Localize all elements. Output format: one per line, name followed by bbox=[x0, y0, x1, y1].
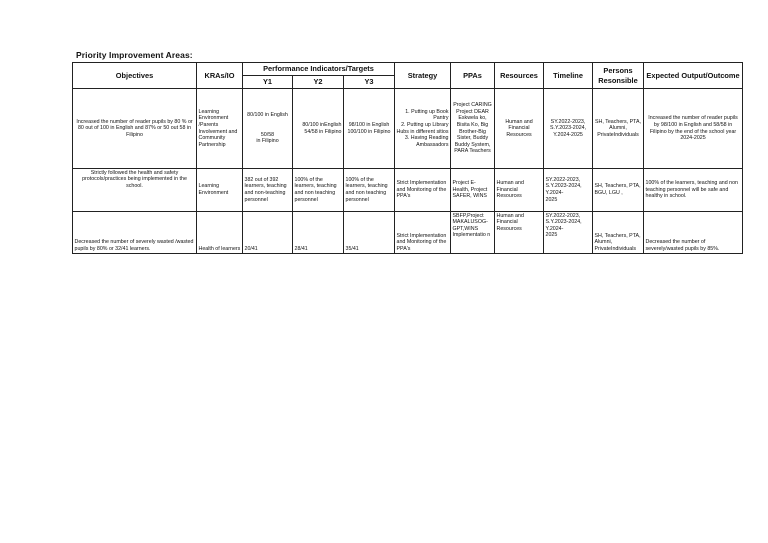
objective-cell: Increased the number of reader pupils by 80 % or 80 out of 100 in English and 87% or 50 out 58 in Filipino bbox=[73, 89, 197, 169]
header-row bbox=[73, 63, 743, 76]
ppas-cell: Project E-Health, Project SAFER, WINS bbox=[451, 169, 495, 212]
strategy-cell: 1. Putting up Book Pantry 2. Putting up Library Hubs in different sitios 3. Having Reading Ambassadors bbox=[395, 89, 451, 169]
header-persons: Persons Resonsible bbox=[593, 63, 644, 89]
header-indicators: Performance Indicators/Targets bbox=[243, 63, 395, 76]
strategy-cell: Strict Implementation and Monitoring of the PPA's bbox=[395, 169, 451, 212]
objective-cell: Strictly followed the health and safety protocols/practices being implemented in the school. bbox=[73, 169, 197, 212]
ppas-cell: Project CARING Project DEAR Eskwela ko, Bisita Ko, Big Brother-Big Sister, Buddy Buddy System, PARA Teachers bbox=[451, 89, 495, 169]
table-row bbox=[73, 89, 743, 169]
y2-cell: 100% of the learners, teaching and non teaching personnel bbox=[293, 169, 344, 212]
table-row bbox=[73, 212, 743, 254]
y2-cell: 80/100 inEnglish 54/58 in Filipino bbox=[293, 89, 344, 169]
y1-cell: 80/100 in English 50/58 in Filipino bbox=[243, 89, 293, 169]
y3-cell: 98/100 in English 100/100 in Filipino bbox=[344, 89, 395, 169]
header-strategy: Strategy bbox=[395, 63, 451, 89]
header-resources: Resources bbox=[495, 63, 544, 89]
y3-cell: 100% of the learners, teaching and non teaching personnel bbox=[344, 169, 395, 212]
timeline-cell: SY.2022-2023, S.Y.2023-2024, Y.2024- 2025 bbox=[544, 212, 593, 254]
expected-cell: Decreased the number of severely/wasted pupils by 85%. bbox=[644, 212, 743, 254]
y2-cell: 28/41 bbox=[293, 212, 344, 254]
table-row bbox=[73, 169, 743, 212]
persons-cell: SH, Teachers, PTA, Alumni, PrivateIndividuals bbox=[593, 89, 644, 169]
strategy-cell: Strict Implementation and Monitoring of the PPA's bbox=[395, 212, 451, 254]
y1-cell: 382 out of 392 learners, teaching and non-teaching personnel bbox=[243, 169, 293, 212]
header-y3: Y3 bbox=[344, 76, 395, 89]
expected-cell: Increased the number of reader pupils by 98/100 in English and 58/58 in Filipino by the end of the school year 2024-2025 bbox=[644, 89, 743, 169]
kras-cell: Health of learners bbox=[197, 212, 243, 254]
priority-improvement-table bbox=[72, 62, 743, 254]
page-title: Priority Improvement Areas: bbox=[76, 50, 193, 60]
expected-cell: 100% of the learners, teaching and non teaching personnel will be safe and healthy in school. bbox=[644, 169, 743, 212]
header-timeline: Timeline bbox=[544, 63, 593, 89]
header-expected: Expected Output/Outcome bbox=[644, 63, 743, 89]
persons-cell: SH, Teachers, PTA, Alumni, PrivateIndividuals bbox=[593, 212, 644, 254]
y1-cell: 20/41 bbox=[243, 212, 293, 254]
kras-cell: Learning Environment bbox=[197, 169, 243, 212]
resources-cell: Human and Financial Resources bbox=[495, 212, 544, 254]
timeline-cell: SY.2022-2023, S.Y.2023-2024, Y.2024- 2025 bbox=[544, 169, 593, 212]
resources-cell: Human and Financial Resources bbox=[495, 169, 544, 212]
kras-cell: Learning Environment /Parents Involvement and Community Partnership bbox=[197, 89, 243, 169]
timeline-cell: SY.2022-2023, S.Y.2023-2024, Y.2024-2025 bbox=[544, 89, 593, 169]
header-y2: Y2 bbox=[293, 76, 344, 89]
y3-cell: 35/41 bbox=[344, 212, 395, 254]
header-y1: Y1 bbox=[243, 76, 293, 89]
header-kras: KRAs/IO bbox=[197, 63, 243, 89]
resources-cell: Human and Financial Resources bbox=[495, 89, 544, 169]
persons-cell: SH, Teachers, PTA, BGU, LGU , bbox=[593, 169, 644, 212]
header-objectives: Objectives bbox=[73, 63, 197, 89]
objective-cell: Decreased the number of severely wasted /wasted pupils by 80% or 32/41 learners. bbox=[73, 212, 197, 254]
ppas-cell: SBFP,Project MAKALUSOG-GPT,WINS Implementatio n bbox=[451, 212, 495, 254]
header-ppas: PPAs bbox=[451, 63, 495, 89]
